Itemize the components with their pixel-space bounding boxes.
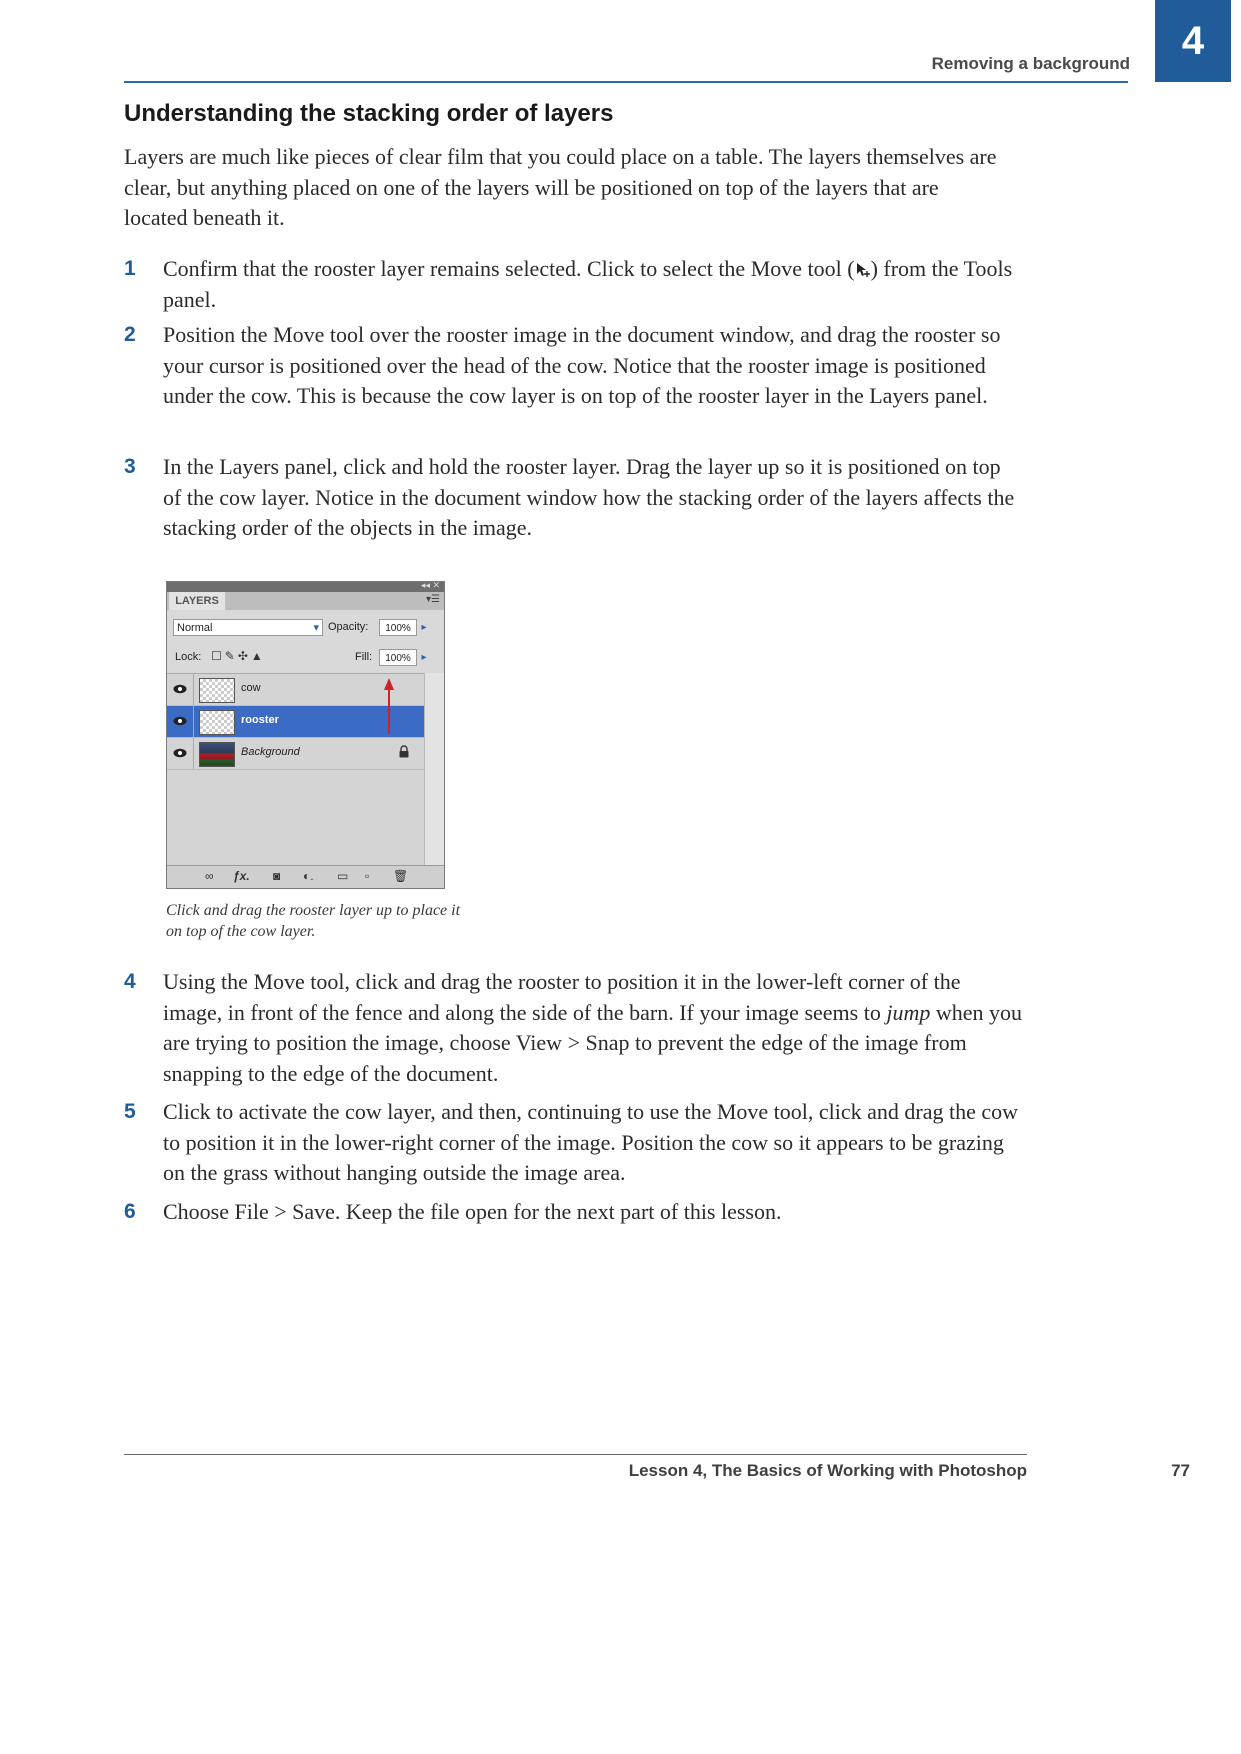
step-text-part: ) from the Tools panel.: [163, 256, 1013, 312]
step-text: Click to activate the cow layer, and then, continuing to use the Move tool, click and drag the cow to position it in the lower-right corner of the image. Position the cow so it appears to be grazing on the grass without hanging outside the image area.: [163, 1099, 1019, 1185]
layers-list: [167, 673, 424, 866]
step-6: [124, 1197, 1024, 1228]
divider: [193, 674, 194, 705]
link-layers-icon[interactable]: ∞: [205, 869, 214, 883]
new-layer-icon[interactable]: ▫: [365, 869, 370, 883]
running-header: Removing a background: [931, 54, 1130, 73]
adjustment-layer-icon[interactable]: ◐.: [303, 869, 314, 883]
step-text: Choose File > Save. Keep the file open for the next part of this lesson.: [163, 1199, 782, 1224]
divider: [193, 706, 194, 737]
blend-mode-value: Normal: [177, 622, 213, 634]
figure-caption: Click and drag the rooster layer up to place it on top of the cow layer.: [166, 902, 461, 940]
step-number: 5: [124, 1100, 136, 1123]
eye-icon[interactable]: [171, 712, 189, 730]
step-text-part: Using the Move tool, click and drag the rooster to position it in the lower-left corner of the image, in front of the fence and along the side of the barn. If your image seems to: [163, 969, 961, 1025]
fx-icon[interactable]: ƒx.: [233, 869, 250, 883]
step-number: 6: [124, 1200, 136, 1223]
lock-label: Lock:: [175, 651, 202, 663]
layers-scrollbar[interactable]: [424, 673, 444, 865]
panel-tab-row: [167, 592, 444, 610]
tab-layers[interactable]: LAYERS: [169, 592, 225, 610]
section-title: Understanding the stacking order of layers: [124, 100, 614, 127]
step-2: [124, 320, 1024, 412]
layer-name: Background: [241, 746, 300, 758]
chapter-tab: 4: [1155, 0, 1231, 82]
layers-panel: [166, 581, 445, 889]
step-number: 4: [124, 970, 136, 993]
step-number: 2: [124, 323, 136, 346]
panel-window-controls[interactable]: ◂◂ ✕: [420, 580, 440, 590]
opacity-label: Opacity:: [328, 621, 369, 633]
step-3: [124, 452, 1024, 544]
footer-lesson-title: Lesson 4, The Basics of Working with Photoshop: [628, 1461, 1027, 1480]
layer-row-background[interactable]: [167, 738, 424, 770]
step-text: [163, 254, 1024, 315]
layer-name: cow: [241, 682, 261, 694]
panel-bottom-toolbar: [167, 865, 444, 888]
chevron-down-icon: ▾: [313, 622, 319, 634]
opacity-field[interactable]: 100%: [379, 619, 417, 636]
step-number: 3: [124, 455, 136, 478]
page-number: 77: [1171, 1461, 1190, 1480]
layer-thumbnail: [199, 678, 235, 703]
layer-row-cow[interactable]: [167, 674, 424, 706]
blend-mode-select[interactable]: [173, 619, 323, 636]
header-rule: [124, 81, 1128, 83]
step-text: Position the Move tool over the rooster image in the document window, and drag the rooster so your cursor is positioned over the head of the cow. Notice that the rooster image is positioned under the cow. This is because the cow layer is on top of the rooster layer in the Layers panel.: [163, 322, 1001, 408]
step-5: [124, 1097, 1024, 1189]
intro-paragraph: Layers are much like pieces of clear film that you could place on a table. The layers themselves are clear, but anything placed on one of the layers will be positioned on top of the layers that are located beneath it.: [124, 144, 997, 230]
lock-options[interactable]: ☐✎✣▲: [211, 649, 266, 663]
step-1: [124, 254, 1024, 315]
panel-titlebar: [167, 582, 444, 592]
new-group-icon[interactable]: ▭: [337, 869, 349, 883]
trash-icon[interactable]: 🗑: [393, 869, 409, 883]
footer-rule: [124, 1454, 1027, 1455]
lock-icon: [398, 745, 410, 758]
layer-row-rooster[interactable]: [167, 706, 424, 738]
step-text-part: Confirm that the rooster layer remains selected. Click to select the Move tool (: [163, 256, 855, 281]
eye-icon[interactable]: [171, 680, 189, 698]
step-text: [163, 967, 1024, 1089]
step-number: 1: [124, 257, 136, 280]
opacity-slider-arrow-icon[interactable]: ▸: [421, 622, 427, 633]
layer-name: rooster: [241, 714, 279, 726]
panel-menu-icon[interactable]: ▾☰: [426, 594, 440, 605]
add-mask-icon[interactable]: ◙: [273, 869, 281, 883]
step-text-part: when you are trying to position the image, choose View > Snap to prevent the edge of the image from snapping to the edge of the document.: [163, 999, 1022, 1086]
emphasis-word: jump: [886, 999, 931, 1025]
move-tool-icon: [855, 262, 871, 278]
step-text: In the Layers panel, click and hold the rooster layer. Drag the layer up so it is positioned on top of the cow layer. Notice in the document window how the stacking order of the layers affects the stacking order of the objects in the image.: [163, 454, 1015, 540]
layer-thumbnail: [199, 742, 235, 767]
divider: [193, 738, 194, 769]
layer-thumbnail: [199, 710, 235, 735]
fill-field[interactable]: 100%: [379, 649, 417, 666]
eye-icon[interactable]: [171, 744, 189, 762]
step-4: [124, 967, 1024, 1089]
fill-slider-arrow-icon[interactable]: ▸: [421, 652, 427, 663]
fill-label: Fill:: [355, 651, 373, 663]
